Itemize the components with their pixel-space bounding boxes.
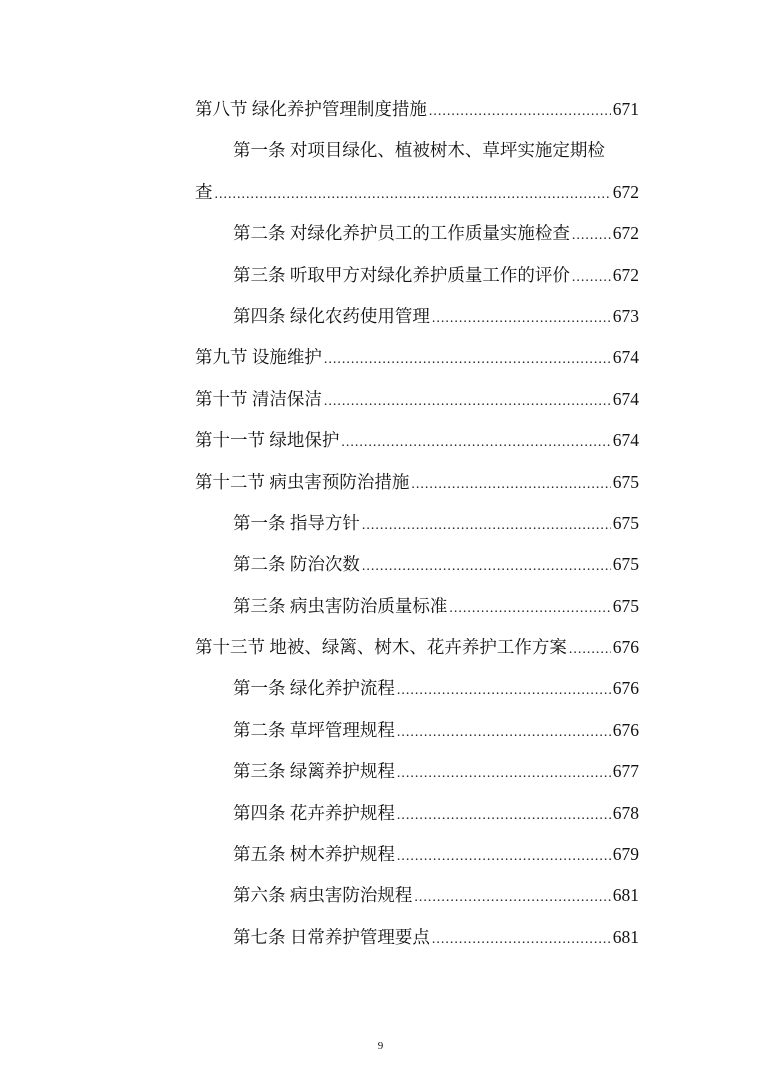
toc-entry-page: 676	[612, 637, 639, 658]
toc-entry[interactable]	[195, 834, 639, 875]
dot-leader	[432, 298, 611, 339]
toc-entry[interactable]	[195, 586, 639, 627]
toc-entry-title: 第四条 绿化农药使用管理	[233, 305, 430, 326]
dot-leader	[341, 422, 610, 463]
toc-entry-page: 675	[612, 512, 639, 533]
toc-entry-title: 第十二节 病虫害预防治措施	[195, 471, 410, 492]
dot-leader	[432, 919, 611, 960]
toc-entry[interactable]	[195, 213, 639, 254]
toc-entry-page: 675	[612, 554, 639, 575]
toc-entry-title: 第二条 草坪管理规程	[233, 719, 395, 740]
dot-leader	[397, 795, 611, 836]
dot-leader	[397, 670, 611, 711]
toc-entry-page: 676	[612, 719, 639, 740]
dot-leader	[362, 546, 611, 587]
toc-entry[interactable]	[195, 917, 639, 958]
toc-entry-title: 第一条 对项目绿化、植被树木、草坪实施定期检	[233, 140, 605, 161]
dot-leader	[572, 257, 611, 298]
toc-entry[interactable]	[195, 172, 639, 213]
toc-entry[interactable]	[195, 337, 639, 378]
toc-entry-title: 第八节 绿化养护管理制度措施	[195, 99, 427, 119]
dot-leader	[397, 753, 611, 794]
toc-entry-page: 678	[612, 802, 639, 823]
dot-leader	[397, 712, 611, 753]
dot-leader	[324, 381, 611, 422]
toc-entry-title: 查	[195, 181, 213, 202]
dot-leader	[324, 339, 611, 380]
dot-leader	[414, 877, 610, 918]
dot-leader	[397, 836, 611, 877]
dot-leader	[215, 174, 611, 215]
page-number: 9	[377, 1040, 384, 1052]
toc-entry-page: 674	[612, 388, 639, 409]
toc-entry-page: 676	[612, 678, 639, 699]
toc-entry-title: 第三条 听取甲方对绿化养护质量工作的评价	[233, 264, 570, 285]
toc-entry-title: 第七条 日常养护管理要点	[233, 926, 430, 947]
dot-leader	[429, 91, 611, 132]
toc-entry-title: 第二条 对绿化养护员工的工作质量实施检查	[233, 223, 570, 244]
toc-entry[interactable]	[195, 503, 639, 544]
toc-entry-title-line	[195, 130, 639, 171]
toc-entry[interactable]	[195, 627, 639, 668]
dot-leader	[449, 588, 610, 629]
toc-entry-page: 681	[612, 885, 639, 906]
toc-entry-page: 674	[612, 430, 639, 451]
toc-entry-page: 672	[612, 181, 639, 202]
toc-entry-title: 第五条 树木养护规程	[233, 844, 395, 865]
dot-leader	[362, 505, 611, 546]
dot-leader	[572, 215, 611, 256]
toc-entry[interactable]	[195, 710, 639, 751]
toc-entry[interactable]	[195, 89, 639, 130]
dot-leader	[569, 629, 611, 670]
toc-entry-page: 679	[612, 844, 639, 865]
toc-entry[interactable]	[195, 793, 639, 834]
dot-leader	[411, 464, 610, 505]
toc-entry-title: 第一条 绿化养护流程	[233, 678, 395, 699]
toc-entry-title: 第六条 病虫害防治规程	[233, 885, 413, 906]
toc-entry-page: 677	[612, 761, 639, 782]
toc-entry[interactable]	[195, 544, 639, 585]
toc-entry[interactable]	[195, 875, 639, 916]
toc-entry[interactable]	[195, 255, 639, 296]
toc-entry-title: 第十一节 绿地保护	[195, 430, 340, 451]
toc-entry-page: 671	[612, 99, 639, 119]
toc-entry-title: 第十节 清洁保洁	[195, 388, 322, 409]
toc-entry[interactable]	[195, 379, 639, 420]
toc-entry-page: 681	[612, 926, 639, 947]
toc-entry-title: 第二条 防治次数	[233, 554, 360, 575]
toc-entry-page: 675	[612, 595, 639, 616]
toc-entry-page: 674	[612, 347, 639, 368]
toc-entry-title: 第三条 病虫害防治质量标准	[233, 595, 448, 616]
toc-entry[interactable]	[195, 668, 639, 709]
toc-entry-page: 672	[612, 264, 639, 285]
toc-entry-title: 第九节 设施维护	[195, 347, 322, 368]
toc-entry-title: 第三条 绿篱养护规程	[233, 761, 395, 782]
toc-entry[interactable]	[195, 420, 639, 461]
table-of-contents	[195, 89, 639, 958]
toc-entry-page: 675	[612, 471, 639, 492]
toc-entry-title: 第四条 花卉养护规程	[233, 802, 395, 823]
toc-entry[interactable]	[195, 296, 639, 337]
toc-entry-title: 第一条 指导方针	[233, 512, 360, 533]
toc-entry[interactable]	[195, 751, 639, 792]
toc-entry[interactable]	[195, 462, 639, 503]
toc-entry-page: 673	[612, 305, 639, 326]
toc-entry-title: 第十三节 地被、绿篱、树木、花卉养护工作方案	[195, 637, 567, 658]
toc-entry-page: 672	[612, 223, 639, 244]
